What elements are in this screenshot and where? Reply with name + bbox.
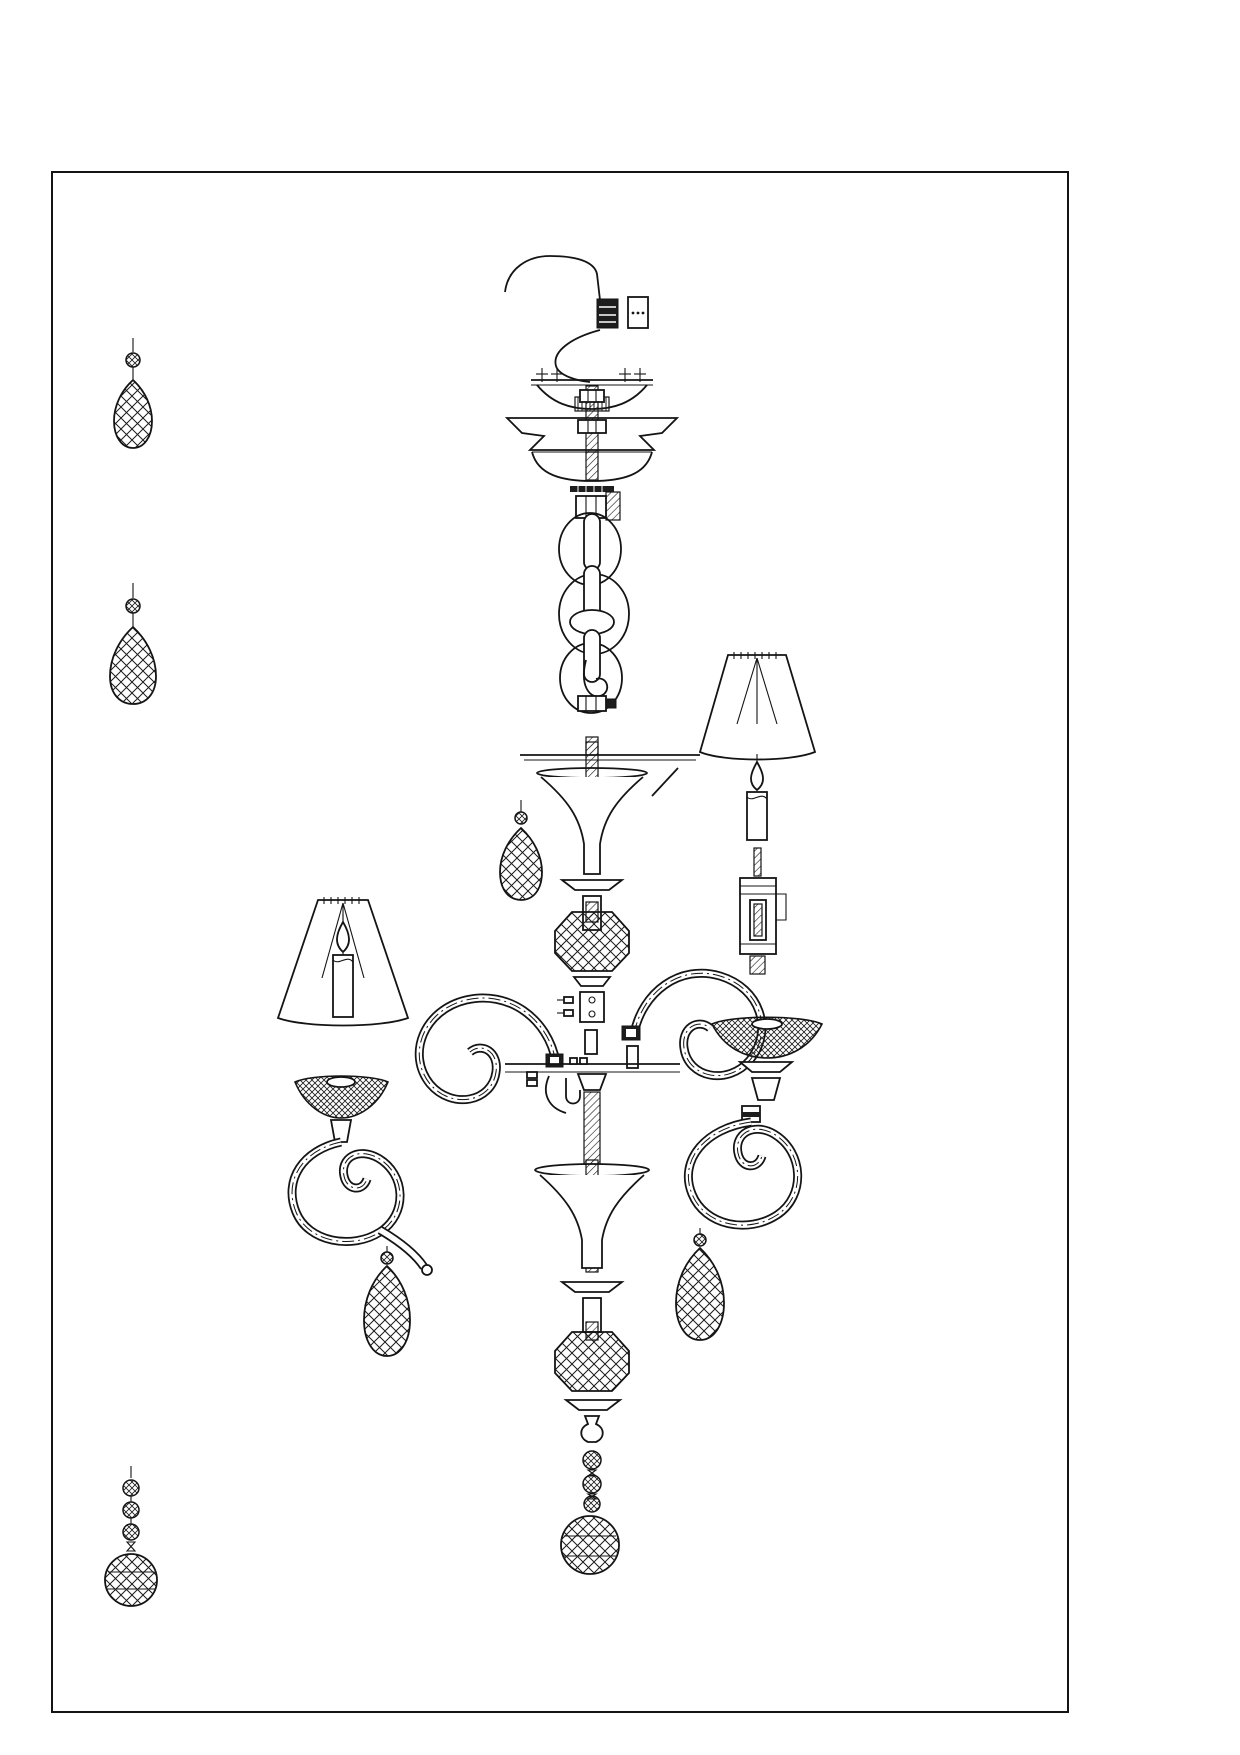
left-center-arm-drawing [419,998,563,1100]
threaded-stem-and-nuts-drawing [578,386,606,452]
bead-string-parts-33-48-34 [583,1451,601,1512]
chain-links-drawing [559,513,629,713]
pendant-legend-C [105,1466,157,1606]
hook-part-27 [566,1078,580,1104]
stud-part-41 [750,956,765,974]
connector-part-13 [578,696,606,711]
stem-part-44 [754,848,761,876]
center-hub-drawing [505,1058,680,1164]
bead-part-48 [583,1475,601,1493]
left-candle-sleeve [333,955,353,1017]
washer-part-18-right [740,1062,792,1072]
finial-cup-part-32 [581,1416,603,1442]
faceted-sphere-part-49-upper [555,902,629,971]
left-candle-flame [337,922,349,952]
bead-part-33 [583,1451,601,1469]
bead-part-34 [584,1496,600,1512]
right-candle-flame [751,762,763,790]
knurled-washer-drawing [570,486,614,492]
inner-rod-part-42 [754,904,762,936]
bracket-part-20-21 [557,992,604,1022]
hub-screw-part-25-26 [570,1058,577,1064]
upper-trumpet-column-part-17 [537,742,647,874]
washer-part-18-lower [566,1400,620,1410]
hub-screw-part-29 [527,1072,537,1078]
crystal-drop-part-52 [500,800,542,900]
lower-trumpet-column-part-31 [535,1160,649,1272]
wire-part-16 [652,768,678,796]
cup-part-39 [752,1078,780,1100]
washer-part-18-upper [562,880,622,890]
nut-part-5 [578,420,606,433]
washer-part-18-mid [562,1282,622,1292]
canopy-dome-part-7 [532,452,652,481]
chain-link-part-9 [584,514,600,570]
wire-part-28 [546,1076,566,1113]
right-candle-sleeve-part-45 [747,792,767,840]
ceiling-hook-and-terminal-drawing [505,256,648,382]
pin-sleeve-drawing [585,1030,597,1054]
top-plate-part-14-15 [520,737,700,760]
pendant-legend-B [110,583,156,704]
faceted-sphere-part-49-lower [555,1322,629,1391]
left-lamp-assembly-drawing [278,897,432,1356]
crystal-ball-part-47 [561,1516,619,1574]
nut-part-4 [580,390,604,402]
center-rod-part-30 [584,1092,600,1164]
saucer-washer-drawing [574,977,610,986]
crystal-drop-part-50 [364,1266,410,1356]
pendant-legend-A [114,338,152,448]
crystal-drop-part-35 [676,1248,724,1340]
